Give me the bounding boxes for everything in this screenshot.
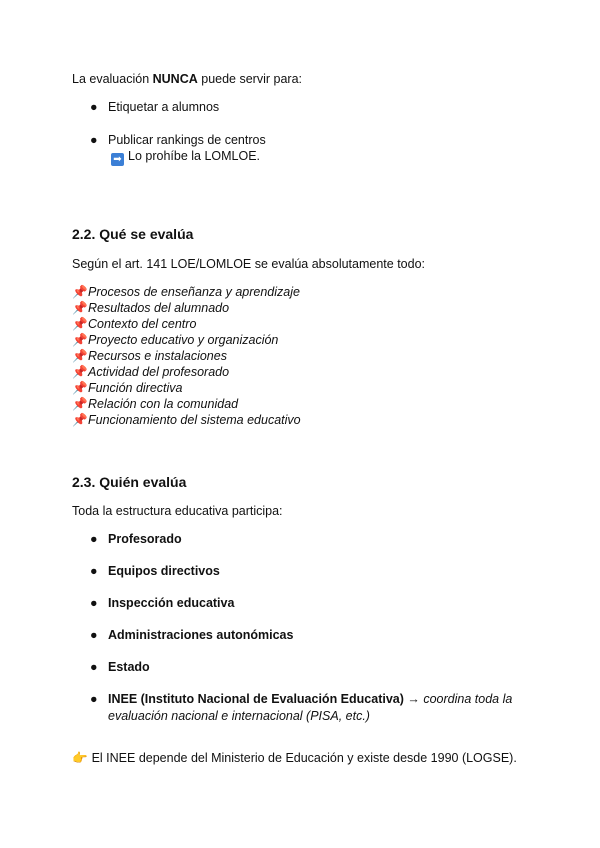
arrow-right-icon: ➡ — [111, 153, 124, 166]
pointing-hand-icon: 👉 — [72, 751, 88, 765]
pushpin-icon: 📌 — [72, 397, 88, 411]
section-intro: Toda la estructura educativa participa: — [72, 504, 283, 518]
evaluated-items-list — [72, 284, 301, 428]
list-item-label: Contexto del centro — [88, 317, 197, 331]
pushpin-icon: 📌 — [72, 365, 88, 379]
bullet-icon: ● — [90, 100, 98, 114]
bullet-icon: ● — [90, 532, 98, 546]
inee-description-line2: evaluación nacional e internacional (PISA, etc.) — [108, 709, 370, 723]
intro-emphasis: NUNCA — [152, 72, 198, 86]
section-intro: Según el art. 141 LOE/LOMLOE se evalúa absolutamente todo: — [72, 257, 425, 271]
pushpin-icon: 📌 — [72, 301, 88, 315]
footer-note — [72, 751, 517, 766]
inee-name: INEE (Instituto Nacional de Evaluación Educativa) — [108, 692, 404, 706]
list-item-label: Funcionamiento del sistema educativo — [88, 413, 301, 427]
list-item — [90, 100, 219, 114]
pushpin-icon: 📌 — [72, 381, 88, 395]
list-item — [72, 300, 301, 316]
list-item-label: Publicar rankings de centros — [108, 133, 266, 147]
list-item-label: Administraciones autonómicas — [108, 628, 294, 642]
list-item — [90, 133, 266, 147]
list-item — [90, 628, 293, 642]
lomloe-note-text: Lo prohíbe la LOMLOE. — [128, 149, 261, 163]
list-item-label: Estado — [108, 660, 150, 674]
intro-prefix: La evaluación — [72, 72, 153, 86]
pushpin-icon: 📌 — [72, 285, 88, 299]
list-item-label: Recursos e instalaciones — [88, 349, 227, 363]
list-item-label: Proyecto educativo y organización — [88, 333, 279, 347]
bullet-icon: ● — [90, 596, 98, 610]
list-item — [90, 564, 220, 578]
bullet-icon: ● — [90, 692, 98, 706]
list-item — [90, 532, 182, 546]
list-item-label: Actividad del profesorado — [88, 365, 230, 379]
bullet-icon: ● — [90, 133, 98, 147]
section-heading: 2.2. Qué se evalúa — [72, 226, 194, 242]
list-item — [72, 284, 301, 300]
list-item-label: Etiquetar a alumnos — [108, 100, 220, 114]
pushpin-icon: 📌 — [72, 413, 88, 427]
list-item — [72, 396, 301, 412]
inee-description-line1: coordina toda la — [423, 692, 513, 706]
list-item-label: Relación con la comunidad — [88, 397, 239, 411]
pushpin-icon: 📌 — [72, 349, 88, 363]
section-heading: 2.3. Quién evalúa — [72, 474, 187, 490]
list-item — [72, 348, 301, 364]
list-item — [90, 660, 150, 674]
list-item-label: Resultados del alumnado — [88, 301, 230, 315]
list-item-label: Equipos directivos — [108, 564, 220, 578]
intro-suffix: puede servir para: — [197, 72, 302, 86]
lomloe-note — [111, 149, 260, 166]
pushpin-icon: 📌 — [72, 333, 88, 347]
list-item-label: Procesos de enseñanza y aprendizaje — [88, 285, 300, 299]
list-item — [90, 596, 234, 610]
list-item — [90, 692, 512, 706]
bullet-icon: ● — [90, 660, 98, 674]
footer-note-text: El INEE depende del Ministerio de Educación y existe desde 1990 (LOGSE). — [91, 751, 517, 765]
list-item — [72, 332, 301, 348]
list-item-label: Inspección educativa — [108, 596, 235, 610]
list-item — [72, 412, 301, 428]
list-item-label: Profesorado — [108, 532, 182, 546]
list-item-label: Función directiva — [88, 381, 183, 395]
intro-line — [72, 72, 302, 86]
list-item — [72, 316, 301, 332]
pushpin-icon: 📌 — [72, 317, 88, 331]
list-item — [72, 364, 301, 380]
bullet-icon: ● — [90, 564, 98, 578]
list-item — [72, 380, 301, 396]
bullet-icon: ● — [90, 628, 98, 642]
inee-arrow: → — [403, 692, 424, 706]
